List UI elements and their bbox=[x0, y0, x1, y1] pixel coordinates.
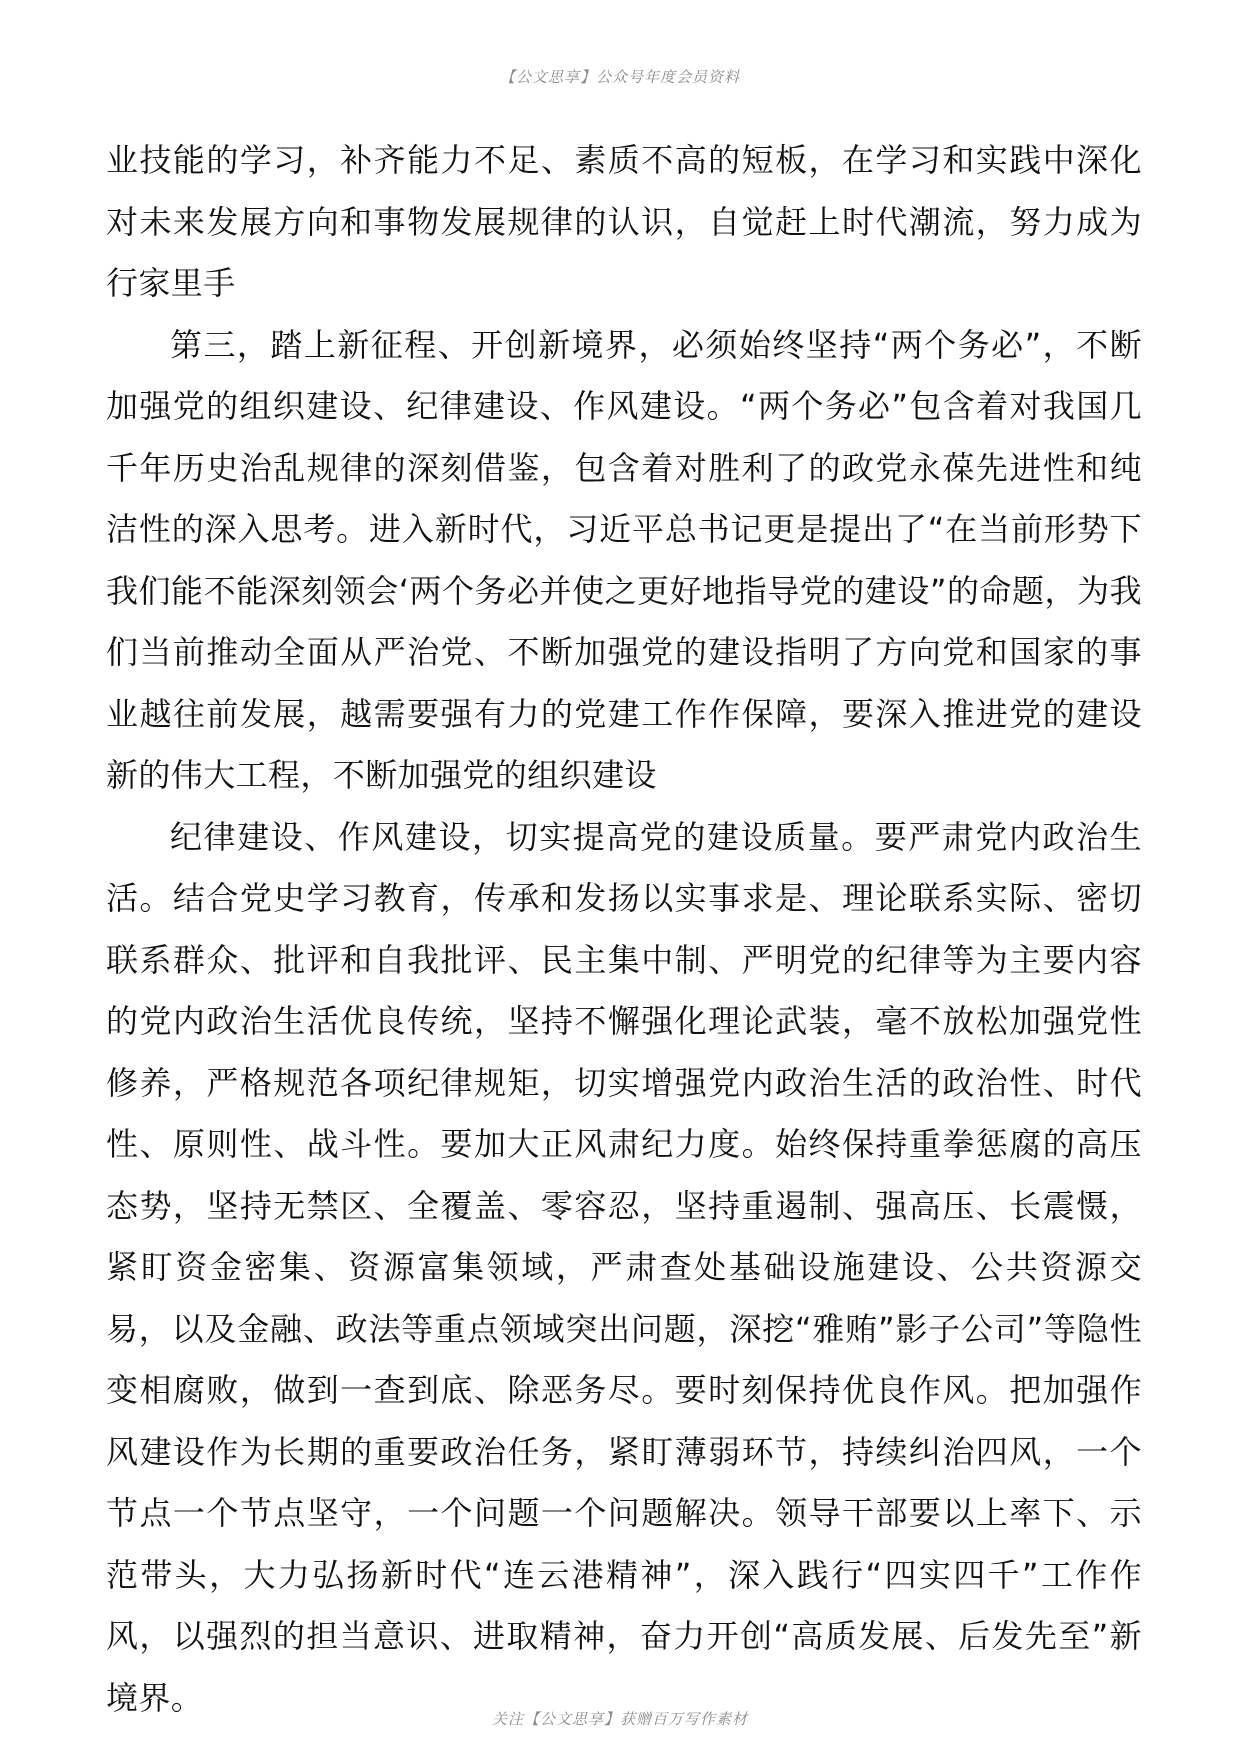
page-header: 【公文思享】公众号年度会员资料 bbox=[499, 68, 740, 86]
paragraph-two-musts: 第三，踏上新征程、开创新境界，必须始终坚持“两个务必”，不断加强党的组织建设、纪律建设、作风建设。“两个务必”包含着对我国几千年历史治乱规律的深刻借鉴，包含着对胜利了的政党永葆先进性和纯洁性的深入思考。进入新时代，习近平总书记更是提出了“在当前形势下我们能不能深刻领会‘两个务必并使之更好地指导党的建设”的命题，为我们当前推动全面从严治党、不断加强党的建设指明了方向党和国家的事业越往前发展，越需要强有力的党建工作作保障，要深入推进党的建设新的伟大工程，不断加强党的组织建设 bbox=[106, 325, 1142, 794]
page-footer: 关注【公文思享】获赠百万写作素材 bbox=[491, 1710, 748, 1728]
paragraph-discipline-style: 纪律建设、作风建设，切实提高党的建设质量。要严肃党内政治生活。结合党史学习教育，传承和发扬以实事求是、理论联系实际、密切联系群众、批评和自我批评、民主集中制、严明党的纪律等为主要内容的党内政治生活优良传统，坚持不懈强化理论武装，毫不放松加强党性修养，严格规范各项纪律规矩，切实增强党内政治生活的政治性、时代性、原则性、战斗性。要加大正风肃纪力度。始终保持重拳惩腐的高压态势，坚持无禁区、全覆盖、零容忍，坚持重遏制、强高压、长震慑，紧盯资金密集、资源富集领域，严肃查处基础设施建设、公共资源交易，以及金融、政法等重点领域突出问题，深挖“雅贿”影子公司”等隐性变相腐败，做到一查到底、除恶务尽。要时刻保持优良作风。把加强作风建设作为长期的重要政治任务，紧盯薄弱环节，持续纠治四风，一个节点一个节点坚守，一个问题一个问题解决。领导干部要以上率下、示范带头，大力弘扬新时代“连云港精神”，深入践行“四实四千”工作作风，以强烈的担当意识、进取精神，奋力开创“高质发展、后发先至”新境界。 bbox=[106, 817, 1142, 1717]
document-body bbox=[106, 130, 1142, 1729]
paragraph-continuation: 业技能的学习，补齐能力不足、素质不高的短板，在学习和实践中深化对未来发展方向和事物发展规律的认识，自觉赶上时代潮流，努力成为行家里手 bbox=[106, 141, 1142, 302]
